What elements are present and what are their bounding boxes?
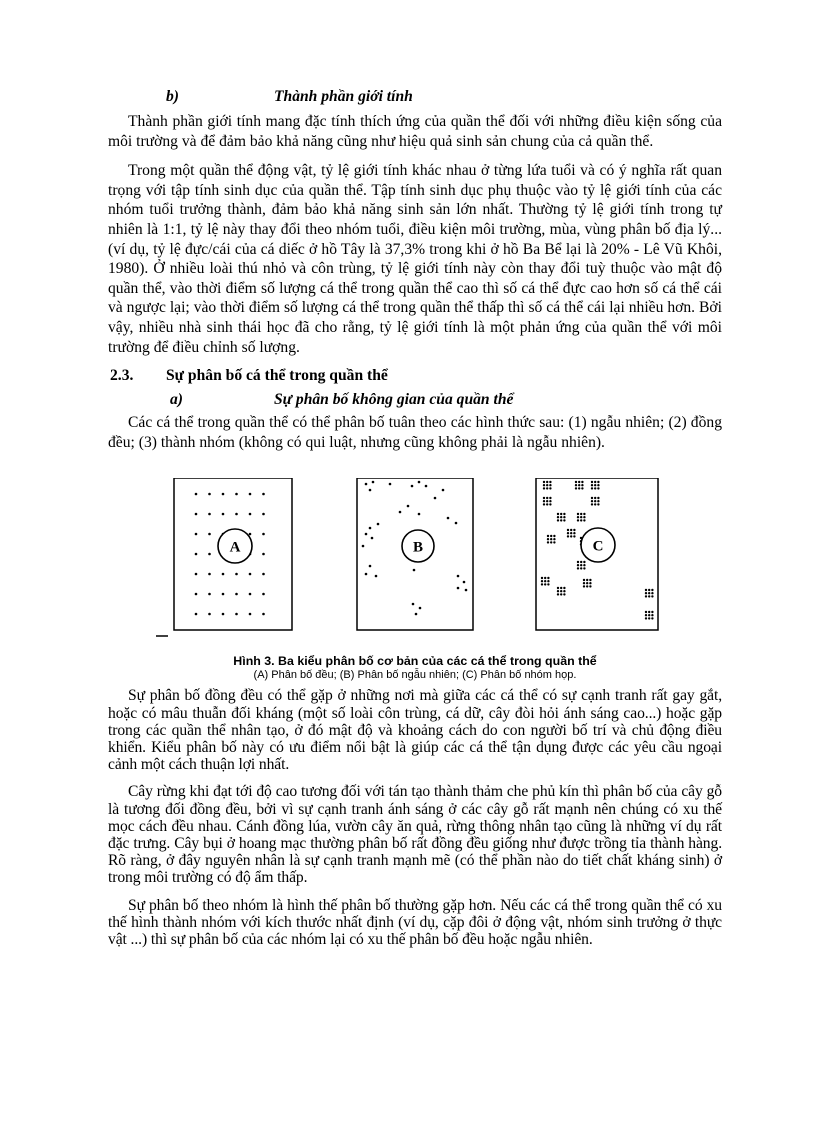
individual-dot xyxy=(645,611,647,613)
individual-dot xyxy=(411,485,414,488)
individual-dot xyxy=(560,587,562,589)
individual-dot xyxy=(580,513,582,515)
individual-dot xyxy=(544,580,546,582)
individual-dot xyxy=(418,481,421,484)
individual-dot xyxy=(457,587,460,590)
individual-dot xyxy=(578,484,580,486)
individual-dot xyxy=(546,497,548,499)
individual-dot xyxy=(222,613,225,616)
individual-dot xyxy=(648,592,650,594)
individual-dot xyxy=(546,481,548,483)
section-a-heading xyxy=(108,391,722,411)
individual-dot xyxy=(563,587,565,589)
individual-dot xyxy=(553,538,555,540)
section-b-title: Thành phần giới tính xyxy=(274,88,413,105)
individual-dot xyxy=(648,589,650,591)
individual-dot xyxy=(541,580,543,582)
paragraph-distribution-forms: Các cá thể trong quần thể có thể phân bố tuân theo các hình thức sau: (1) ngẫu nhiên; (2) đồng đều; (3) thành nhóm (không có qui luật, nhưng cũng không phải là ngẫu nhiên). xyxy=(108,414,722,451)
individual-dot xyxy=(249,613,252,616)
individual-dot xyxy=(415,613,418,616)
individual-dot xyxy=(557,587,559,589)
individual-dot xyxy=(577,564,579,566)
individual-dot xyxy=(365,483,368,486)
individual-dot xyxy=(573,529,575,531)
individual-dot xyxy=(577,516,579,518)
individual-dot xyxy=(645,592,647,594)
individual-dot xyxy=(463,581,466,584)
individual-dot xyxy=(407,505,410,508)
individual-dot xyxy=(249,593,252,596)
individual-dot xyxy=(645,589,647,591)
individual-dot xyxy=(544,584,546,586)
individual-dot xyxy=(418,513,421,516)
individual-dot xyxy=(560,594,562,596)
individual-dot xyxy=(549,488,551,490)
individual-dot xyxy=(563,590,565,592)
individual-dot xyxy=(235,493,238,496)
document-page xyxy=(108,88,722,958)
panel-c xyxy=(536,478,658,630)
individual-dot xyxy=(586,586,588,588)
individual-dot xyxy=(412,603,415,606)
individual-dot xyxy=(425,485,428,488)
individual-dot xyxy=(553,542,555,544)
individual-dot xyxy=(549,504,551,506)
section-a-label: a) xyxy=(170,391,183,409)
section-23-heading xyxy=(108,367,722,387)
individual-dot xyxy=(369,489,372,492)
individual-dot xyxy=(597,481,599,483)
individual-dot xyxy=(651,614,653,616)
individual-dot xyxy=(195,613,198,616)
individual-dot xyxy=(365,573,368,576)
individual-dot xyxy=(578,481,580,483)
individual-dot xyxy=(541,584,543,586)
individual-dot xyxy=(573,536,575,538)
individual-dot xyxy=(591,497,593,499)
panel-a-label: A xyxy=(229,539,241,556)
individual-dot xyxy=(249,513,252,516)
individual-dot xyxy=(589,586,591,588)
individual-dot xyxy=(208,573,211,576)
individual-dot xyxy=(208,493,211,496)
individual-dot xyxy=(544,577,546,579)
individual-dot xyxy=(570,532,572,534)
individual-dot xyxy=(208,553,211,556)
section-b-label: b) xyxy=(166,88,179,105)
individual-dot xyxy=(557,516,559,518)
individual-dot xyxy=(195,533,198,536)
individual-dot xyxy=(575,481,577,483)
individual-dot xyxy=(580,520,582,522)
individual-dot xyxy=(594,497,596,499)
individual-dot xyxy=(591,504,593,506)
section-b-heading xyxy=(108,88,722,108)
individual-dot xyxy=(549,481,551,483)
panel-a xyxy=(156,478,292,636)
individual-dot xyxy=(648,618,650,620)
individual-dot xyxy=(362,545,365,548)
individual-dot xyxy=(235,513,238,516)
individual-dot xyxy=(262,593,265,596)
individual-dot xyxy=(195,493,198,496)
figure-caption-title: Hình 3. Ba kiểu phân bố cơ bản của các cá thể trong quần thể xyxy=(233,654,597,669)
individual-dot xyxy=(550,535,552,537)
individual-dot xyxy=(594,484,596,486)
individual-dot xyxy=(543,500,545,502)
individual-dot xyxy=(560,513,562,515)
individual-dot xyxy=(557,513,559,515)
individual-dot xyxy=(567,536,569,538)
individual-dot xyxy=(597,488,599,490)
individual-dot xyxy=(543,488,545,490)
individual-dot xyxy=(543,497,545,499)
individual-dot xyxy=(645,596,647,598)
individual-dot xyxy=(583,516,585,518)
individual-dot xyxy=(591,481,593,483)
paragraph-uniform-distribution: Sự phân bố đồng đều có thể gặp ở những nơi mà giữa các cá thể có sự cạnh tranh rất gay gắt, hoặc có mâu thuẫn đối kháng (một số loài côn trùng, cá dữ, cây đòi hỏi ánh sáng cao...) hoặc gặp trong các quần thể nhân tạo, ở đó mật độ và khoảng cách do con người bố trí và chủ động điều khiển. Kiểu phân bố này có ưu điểm nổi bật là giúp các cá thể tận dụng được các yêu cầu ngoại cảnh một cách thuận lợi nhất. xyxy=(108,687,722,774)
individual-dot xyxy=(546,484,548,486)
individual-dot xyxy=(365,533,368,536)
individual-dot xyxy=(581,488,583,490)
individual-dot xyxy=(578,488,580,490)
individual-dot xyxy=(597,484,599,486)
individual-dot xyxy=(581,484,583,486)
individual-dot xyxy=(549,500,551,502)
individual-dot xyxy=(589,579,591,581)
individual-dot xyxy=(547,542,549,544)
individual-dot xyxy=(222,513,225,516)
individual-dot xyxy=(235,613,238,616)
individual-dot xyxy=(208,613,211,616)
individual-dot xyxy=(208,533,211,536)
individual-dot xyxy=(541,577,543,579)
individual-dot xyxy=(262,573,265,576)
individual-dot xyxy=(645,618,647,620)
individual-dot xyxy=(597,504,599,506)
individual-dot xyxy=(546,500,548,502)
individual-dot xyxy=(262,513,265,516)
section-23-title: Sự phân bố cá thể trong quần thể xyxy=(166,367,388,385)
individual-dot xyxy=(583,513,585,515)
individual-dot xyxy=(594,500,596,502)
individual-dot xyxy=(567,532,569,534)
individual-dot xyxy=(235,593,238,596)
individual-dot xyxy=(583,520,585,522)
individual-dot xyxy=(377,523,380,526)
individual-dot xyxy=(586,582,588,584)
individual-dot xyxy=(369,527,372,530)
individual-dot xyxy=(645,614,647,616)
individual-dot xyxy=(560,590,562,592)
individual-dot xyxy=(575,484,577,486)
individual-dot xyxy=(563,516,565,518)
individual-dot xyxy=(583,564,585,566)
individual-dot xyxy=(570,529,572,531)
individual-dot xyxy=(465,589,468,592)
individual-dot xyxy=(550,538,552,540)
individual-dot xyxy=(583,579,585,581)
individual-dot xyxy=(262,553,265,556)
individual-dot xyxy=(222,493,225,496)
individual-dot xyxy=(195,573,198,576)
individual-dot xyxy=(549,497,551,499)
individual-dot xyxy=(413,569,416,572)
individual-dot xyxy=(557,520,559,522)
individual-dot xyxy=(563,513,565,515)
individual-dot xyxy=(597,497,599,499)
individual-dot xyxy=(543,504,545,506)
individual-dot xyxy=(543,484,545,486)
individual-dot xyxy=(235,573,238,576)
individual-dot xyxy=(249,493,252,496)
individual-dot xyxy=(563,520,565,522)
individual-dot xyxy=(550,542,552,544)
figure-caption xyxy=(108,654,722,681)
panel-b-label: B xyxy=(412,539,424,556)
individual-dot xyxy=(543,481,545,483)
individual-dot xyxy=(546,504,548,506)
individual-dot xyxy=(222,593,225,596)
individual-dot xyxy=(262,493,265,496)
paragraph-clumped-distribution: Sự phân bố theo nhóm là hình thế phân bố thường gặp hơn. Nếu các cá thể trong quần thể có xu thế hình thành nhóm với kích thước nhất định (ví dụ, cặp đôi ở động vật, nhóm sinh trưởng ở thực vật ...) thì sự phân bố của các nhóm lại có xu thế phân bố đều hoặc ngẫu nhiên. xyxy=(108,896,722,948)
individual-dot xyxy=(442,489,445,492)
individual-dot xyxy=(651,589,653,591)
individual-dot xyxy=(372,481,375,484)
individual-dot xyxy=(575,488,577,490)
individual-dot xyxy=(594,481,596,483)
individual-dot xyxy=(573,532,575,534)
individual-dot xyxy=(249,533,252,536)
individual-dot xyxy=(563,594,565,596)
figure-caption-legend: (A) Phân bố đều; (B) Phân bố ngẫu nhiên; (C) Phân bố nhóm họp. xyxy=(253,669,577,682)
individual-dot xyxy=(651,592,653,594)
individual-dot xyxy=(651,618,653,620)
individual-dot xyxy=(375,575,378,578)
individual-dot xyxy=(419,607,422,610)
individual-dot xyxy=(580,564,582,566)
individual-dot xyxy=(583,582,585,584)
individual-dot xyxy=(547,538,549,540)
individual-dot xyxy=(455,522,458,525)
individual-dot xyxy=(591,488,593,490)
individual-dot xyxy=(583,568,585,570)
individual-dot xyxy=(457,575,460,578)
individual-dot xyxy=(589,582,591,584)
individual-dot xyxy=(580,561,582,563)
individual-dot xyxy=(546,488,548,490)
individual-dot xyxy=(262,613,265,616)
individual-dot xyxy=(591,500,593,502)
individual-dot xyxy=(547,580,549,582)
individual-dot xyxy=(648,596,650,598)
individual-dot xyxy=(389,483,392,486)
individual-dot xyxy=(549,484,551,486)
individual-dot xyxy=(591,484,593,486)
individual-dot xyxy=(577,520,579,522)
paragraph-sex-ratio-detail: Trong một quần thể động vật, tỷ lệ giới tính khác nhau ở từng lứa tuổi và có ý nghĩa rất quan trọng với tập tính sinh dục của quần thể. Tập tính sinh dục phụ thuộc vào tỷ lệ giới tính của các nhóm tuổi trưởng thành, đảm bảo khả năng sinh sản lớn nhất. Thường tỷ lệ giới tính trong tự nhiên là 1:1, tỷ lệ này thay đổi theo nhóm tuổi, điều kiện môi trường, mùa, vùng phân bố địa lý... (ví dụ, tỷ lệ đực/cái của cá diếc ở hồ Tây là 37,3% trong khi ở hồ Ba Bể lại là 20% - Lê Vũ Khôi, 1980). Ở nhiều loài thú nhỏ và côn trùng, tỷ lệ giới tính này còn thay đổi tuỳ thuộc vào mật độ quần thể, vào thời điểm số lượng cá thể trong quần thể cao thì số cá thể đực cao hơn số cá thể cái và ngược lại; vào thời điểm số lượng cá thể trong quần thể thấp thì số cá thể cái lại nhiều hơn. Bởi vậy, nhiều nhà sinh thái học đã cho rằng, tỷ lệ giới tính là một phản ứng của quần thể với môi trường để điều chỉnh số lượng. xyxy=(108,162,722,356)
individual-dot xyxy=(371,537,374,540)
paragraph-sex-ratio-intro: Thành phần giới tính mang đặc tính thích ứng của quần thể đối với những điều kiện sống của môi trường và để đảm bảo khả năng cũng như hiệu quả sinh sản chung của cả quần thể. xyxy=(108,113,722,150)
individual-dot xyxy=(648,614,650,616)
individual-dot xyxy=(580,568,582,570)
individual-dot xyxy=(570,536,572,538)
individual-dot xyxy=(586,579,588,581)
individual-dot xyxy=(262,533,265,536)
individual-dot xyxy=(651,611,653,613)
individual-dot xyxy=(651,596,653,598)
individual-dot xyxy=(553,535,555,537)
individual-dot xyxy=(195,593,198,596)
individual-dot xyxy=(594,504,596,506)
paragraph-forest-example: Cây rừng khi đạt tới độ cao tương đối với tán tạo thành thảm che phủ kín thì phân bố của cây gỗ là tương đối đồng đều, bởi vì sự cạnh tranh ánh sáng ở các cây gỗ rất mạnh nên chúng có xu thế mọc cách đều nhau. Cánh đồng lúa, vườn cây ăn quả, rừng thông nhân tạo cũng là những ví dụ rất đặc trưng. Cây bụi ở hoang mạc thường phân bố rất đồng đều giống như được trồng tỉa thành hàng. Rõ ràng, ở đây nguyên nhân là sự cạnh tranh mạnh mẽ (có thể phần nào do tiết chất kháng sinh) ở trong môi trường có độ ẩm thấp. xyxy=(108,783,722,887)
individual-dot xyxy=(547,535,549,537)
individual-dot xyxy=(557,590,559,592)
individual-dot xyxy=(195,513,198,516)
distribution-diagram xyxy=(108,478,722,644)
individual-dot xyxy=(648,611,650,613)
individual-dot xyxy=(369,565,372,568)
individual-dot xyxy=(399,511,402,514)
individual-dot xyxy=(597,500,599,502)
individual-dot xyxy=(560,516,562,518)
individual-dot xyxy=(249,573,252,576)
individual-dot xyxy=(208,513,211,516)
figure-distribution-patterns xyxy=(108,478,722,644)
individual-dot xyxy=(583,586,585,588)
individual-dot xyxy=(581,481,583,483)
individual-dot xyxy=(547,584,549,586)
individual-dot xyxy=(208,593,211,596)
individual-dot xyxy=(567,529,569,531)
panel-c-label: C xyxy=(592,538,604,555)
individual-dot xyxy=(580,516,582,518)
individual-dot xyxy=(547,577,549,579)
individual-dot xyxy=(557,594,559,596)
individual-dot xyxy=(577,568,579,570)
individual-dot xyxy=(434,497,437,500)
individual-dot xyxy=(560,520,562,522)
individual-dot xyxy=(594,488,596,490)
panel-b xyxy=(357,478,473,630)
individual-dot xyxy=(447,517,450,520)
individual-dot xyxy=(577,561,579,563)
section-a-title: Sự phân bố không gian của quần thể xyxy=(274,391,514,409)
individual-dot xyxy=(583,561,585,563)
individual-dot xyxy=(222,573,225,576)
individual-dot xyxy=(195,553,198,556)
individual-dot xyxy=(577,513,579,515)
section-23-number: 2.3. xyxy=(110,367,134,385)
